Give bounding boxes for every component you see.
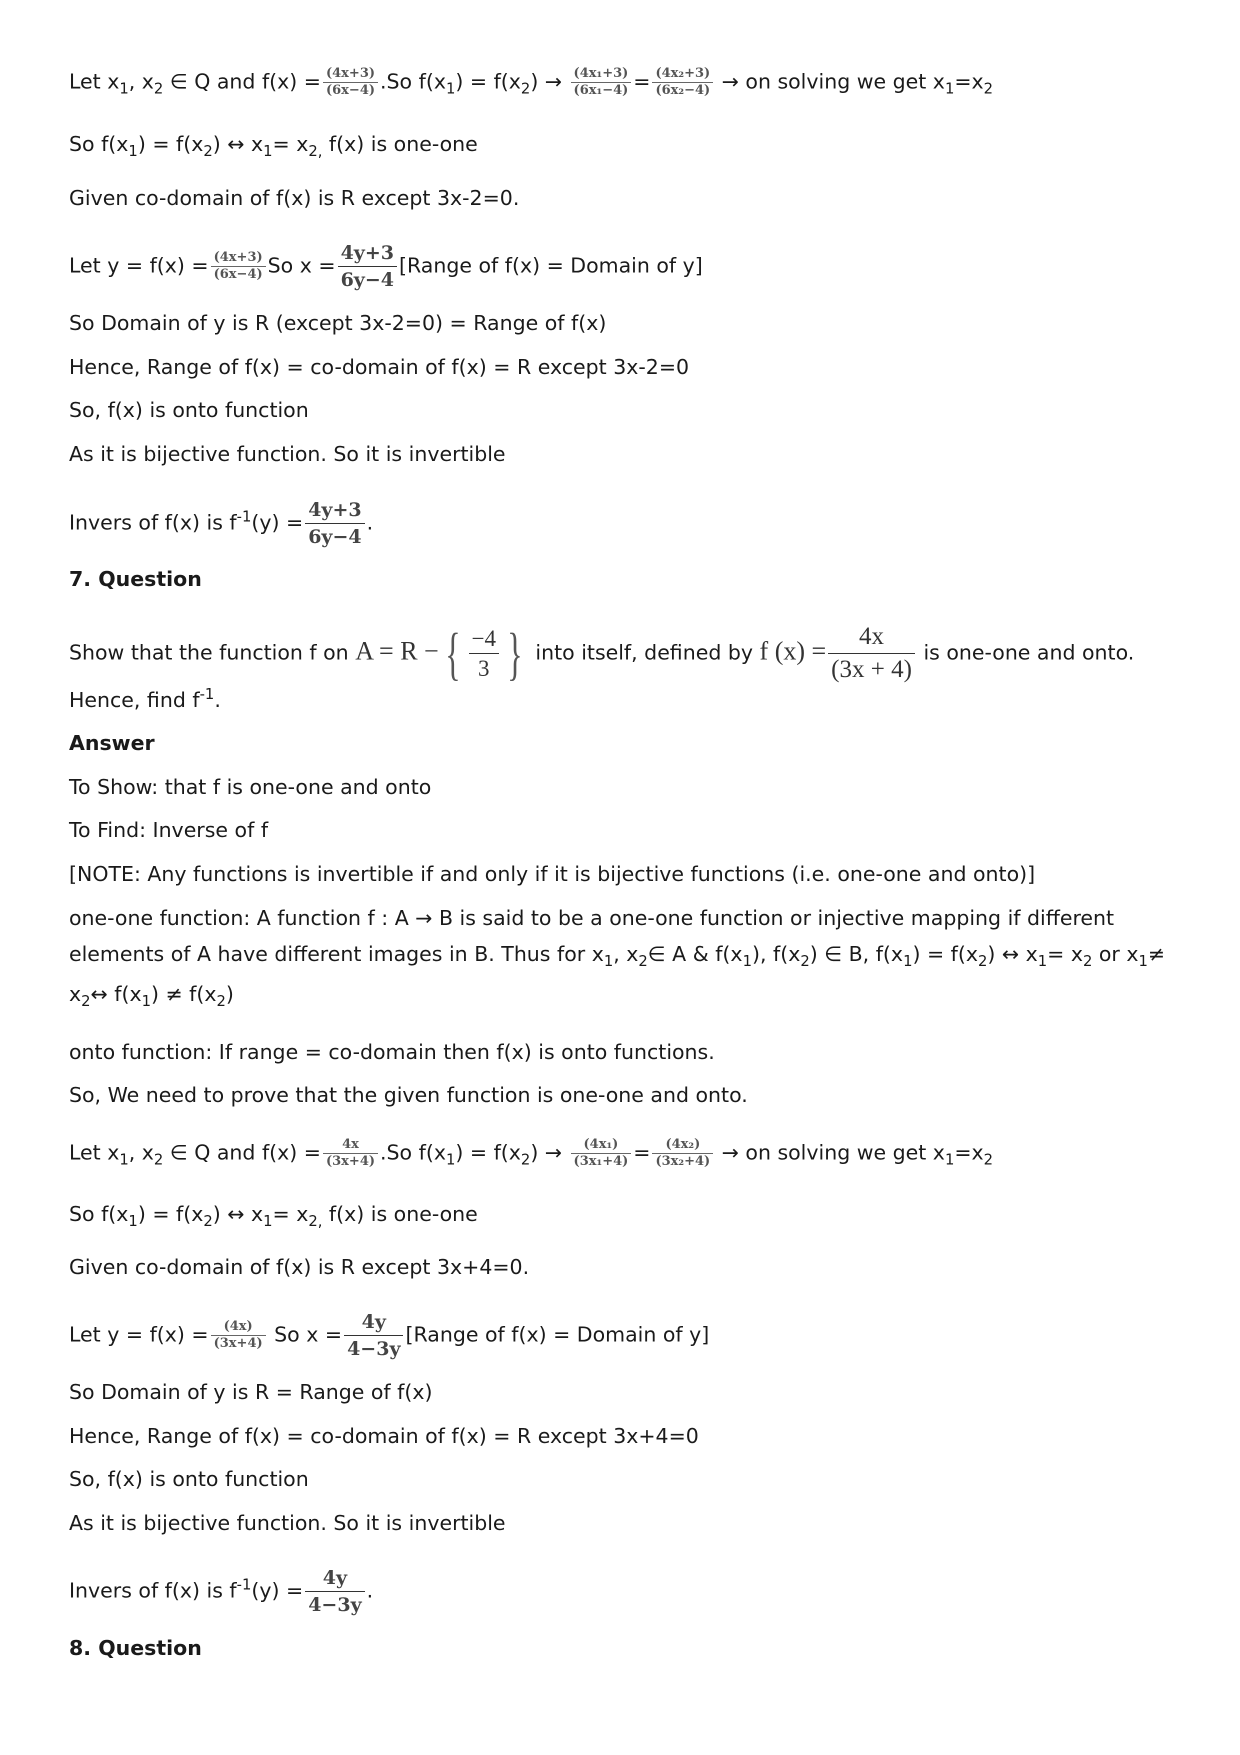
subscript: 1	[944, 1151, 955, 1169]
subscript: 2	[520, 1151, 531, 1169]
text: elements of A have different images in B. Thus for x	[69, 942, 604, 966]
denominator: (3x₂+4)	[655, 1154, 711, 1169]
denominator: (3x+4)	[213, 1336, 263, 1351]
denominator: (6x₁−4)	[573, 83, 629, 98]
subscript: 2	[203, 143, 213, 161]
fraction	[338, 240, 397, 293]
fraction	[323, 66, 378, 99]
subscript: 2	[203, 1213, 213, 1231]
superscript: -1	[199, 685, 215, 703]
subscript: 1	[603, 953, 614, 971]
equals-sign: =	[633, 1140, 651, 1165]
text: ↔ f(x	[90, 982, 142, 1006]
q8-heading: 8. Question	[69, 1636, 202, 1660]
q7-one-one-conclusion	[69, 1200, 478, 1231]
text: ) ↔ x	[987, 942, 1038, 966]
q7-range: Hence, Range of f(x) = co-domain of f(x) = R except 3x+4=0	[69, 1424, 699, 1448]
q6-injective-step	[69, 66, 993, 99]
text: =x	[954, 1140, 984, 1165]
fraction	[571, 66, 632, 99]
subscript: 1	[263, 1213, 273, 1231]
subscript: 2	[638, 953, 648, 971]
fraction	[305, 1565, 364, 1618]
subscript: 2	[1082, 953, 1093, 971]
answer-label: Answer	[69, 731, 155, 755]
subscript: 1	[944, 80, 955, 98]
fraction	[305, 497, 364, 550]
denominator: 6y−4	[340, 269, 394, 291]
q7-find-inverse	[69, 686, 221, 714]
to-show: To Show: that f is one-one and onto	[69, 775, 432, 799]
q7-domain-y: So Domain of y is R = Range of f(x)	[69, 1380, 433, 1404]
text: ) = f(x	[137, 1202, 204, 1226]
q6-one-one-conclusion	[69, 130, 478, 161]
text: .So f(x	[380, 69, 446, 94]
text: ) →	[530, 1140, 563, 1165]
text: Let y = f(x) =	[69, 253, 209, 278]
subscript: 2	[978, 953, 988, 971]
denominator: 3	[478, 656, 490, 681]
text: → on solving we get x	[715, 1140, 945, 1165]
fraction	[571, 1137, 632, 1170]
one-one-definition-cont	[69, 940, 1166, 971]
subscript: 2	[800, 953, 810, 971]
numerator: (4x₂+3)	[652, 66, 713, 83]
text: ) ↔ x	[212, 132, 264, 156]
denominator: 4−3y	[347, 1338, 401, 1360]
text: So f(x	[69, 132, 129, 156]
subscript: 2	[153, 1151, 164, 1169]
equals-sign: =	[633, 69, 651, 94]
q7-bijective: As it is bijective function. So it is invertible	[69, 1511, 506, 1535]
q7-let-y	[69, 1309, 709, 1362]
text: Let x	[69, 1140, 120, 1165]
need-to-prove: So, We need to prove that the given function is one-one and onto.	[69, 1083, 748, 1107]
subscript: 1	[263, 143, 273, 161]
text: .	[214, 688, 221, 712]
numerator: (4x)	[211, 1319, 266, 1336]
subscript: 2	[983, 80, 994, 98]
onto-definition: onto function: If range = co-domain then f(x) is onto functions.	[69, 1040, 715, 1064]
subscript: 1	[445, 80, 456, 98]
fraction	[211, 250, 266, 283]
superscript: -1	[236, 1576, 252, 1594]
subscript: 1	[1037, 953, 1048, 971]
text: ≠	[1147, 942, 1166, 966]
text: So f(x	[69, 1202, 129, 1226]
text: ∈ A & f(x	[647, 942, 743, 966]
text: =x	[954, 69, 984, 94]
denominator: (3x+4)	[325, 1154, 376, 1169]
numerator: (4x₁)	[571, 1137, 632, 1154]
subscript: 1	[742, 953, 752, 971]
q6-bijective: As it is bijective function. So it is invertible	[69, 442, 506, 466]
text: , x	[613, 942, 639, 966]
set-expression: A = R −	[355, 636, 439, 666]
numerator: 4y+3	[338, 240, 397, 267]
text: [Range of f(x) = Domain of y]	[405, 1322, 710, 1347]
q6-inverse	[69, 497, 373, 550]
one-one-definition-end	[69, 980, 234, 1011]
note: [NOTE: Any functions is invertible if and only if it is bijective functions (i.e. one-one and onto)]	[69, 862, 1036, 886]
numerator: 4x	[828, 621, 915, 654]
q6-domain-y: So Domain of y is R (except 3x-2=0) = Range of f(x)	[69, 311, 607, 335]
denominator: (3x + 4)	[831, 656, 912, 683]
text: ) →	[530, 69, 563, 94]
q7-onto: So, f(x) is onto function	[69, 1467, 309, 1491]
numerator: −4	[469, 624, 499, 654]
text: ∈ Q and f(x) =	[163, 69, 321, 94]
q6-codomain: Given co-domain of f(x) is R except 3x-2=0.	[69, 186, 520, 210]
fraction	[652, 1137, 713, 1170]
text: (y) =	[251, 510, 304, 535]
text: , x	[128, 1140, 154, 1165]
denominator: (6x−4)	[325, 83, 376, 98]
text: or x	[1092, 942, 1139, 966]
text: )	[225, 982, 234, 1006]
text: → on solving we get x	[715, 69, 945, 94]
denominator: (6x−4)	[213, 267, 263, 282]
text: = x	[272, 1202, 309, 1226]
denominator: (3x₁+4)	[573, 1154, 629, 1169]
subscript: 1	[128, 143, 138, 161]
numerator: 4x	[323, 1137, 378, 1154]
numerator: (4x+3)	[211, 250, 266, 267]
subscript: 2	[81, 993, 91, 1011]
superscript: -1	[236, 508, 252, 526]
fraction	[323, 1137, 378, 1170]
subscript: 1	[119, 1151, 129, 1169]
text: Hence, find f	[69, 688, 200, 712]
function-expression: f (x) =	[759, 636, 827, 666]
text: Invers of f(x) is f	[69, 1578, 237, 1603]
numerator: 4y	[344, 1309, 403, 1336]
text: ), f(x	[751, 942, 801, 966]
subscript: 2	[983, 1151, 994, 1169]
text: [Range of f(x) = Domain of y]	[398, 253, 703, 278]
subscript: 2,	[308, 1213, 323, 1231]
right-brace: }	[507, 620, 523, 686]
subscript: 1	[903, 953, 913, 971]
denominator: 4−3y	[308, 1594, 362, 1616]
fraction	[652, 66, 713, 99]
fraction	[469, 624, 499, 683]
text: x	[69, 982, 82, 1006]
numerator: (4x₂)	[652, 1137, 713, 1154]
left-brace: {	[444, 620, 461, 686]
numerator: (4x₁+3)	[571, 66, 632, 83]
numerator: 4y	[305, 1565, 364, 1592]
fraction	[211, 1319, 266, 1352]
text: f(x) is one-one	[322, 132, 478, 156]
text: .	[366, 1578, 374, 1603]
denominator: 6y−4	[308, 526, 362, 548]
text: ) = f(x	[137, 132, 204, 156]
subscript: 2	[216, 993, 226, 1011]
subscript: 2	[520, 80, 531, 98]
text: ∈ Q and f(x) =	[163, 1140, 321, 1165]
subscript: 1	[141, 993, 151, 1011]
denominator: (6x₂−4)	[655, 83, 711, 98]
text: So x =	[267, 1322, 343, 1347]
q7-codomain: Given co-domain of f(x) is R except 3x+4=0.	[69, 1255, 530, 1279]
subscript: 2	[153, 80, 164, 98]
text: ) = f(x	[455, 69, 521, 94]
text: ) ↔ x	[212, 1202, 264, 1226]
q7-question	[69, 621, 1134, 686]
text: ) ≠ f(x	[150, 982, 217, 1006]
subscript: 1	[445, 1151, 456, 1169]
subscript: 1	[1138, 953, 1148, 971]
numerator: (4x+3)	[323, 66, 378, 83]
text: ) = f(x	[912, 942, 979, 966]
text: into itself, defined by	[535, 640, 753, 665]
text: Show that the function f on	[69, 640, 349, 665]
q6-onto: So, f(x) is onto function	[69, 398, 309, 422]
text: Invers of f(x) is f	[69, 510, 237, 535]
text: is one-one and onto.	[923, 640, 1135, 665]
one-one-definition: one-one function: A function f : A → B is said to be a one-one function or injective mapping if different	[69, 906, 1115, 930]
subscript: 1	[119, 80, 129, 98]
text: = x	[272, 132, 309, 156]
text: So x =	[267, 253, 336, 278]
q7-inverse	[69, 1565, 373, 1618]
subscript: 2,	[308, 143, 323, 161]
text: Let y = f(x) =	[69, 1322, 209, 1347]
fraction	[828, 621, 915, 686]
q6-range: Hence, Range of f(x) = co-domain of f(x) = R except 3x-2=0	[69, 355, 690, 379]
q7-injective-step	[69, 1137, 993, 1170]
text: .	[366, 510, 374, 535]
numerator: 4y+3	[305, 497, 364, 524]
to-find: To Find: Inverse of f	[69, 818, 269, 842]
text: f(x) is one-one	[322, 1202, 478, 1226]
q6-let-y	[69, 240, 703, 293]
text: (y) =	[251, 1578, 304, 1603]
text: Let x	[69, 69, 120, 94]
text: ) ∈ B, f(x	[809, 942, 904, 966]
q7-heading: 7. Question	[69, 567, 202, 591]
fraction	[344, 1309, 403, 1362]
text: .So f(x	[380, 1140, 446, 1165]
text: , x	[128, 69, 154, 94]
text: ) = f(x	[455, 1140, 521, 1165]
text: = x	[1047, 942, 1083, 966]
subscript: 1	[128, 1213, 138, 1231]
